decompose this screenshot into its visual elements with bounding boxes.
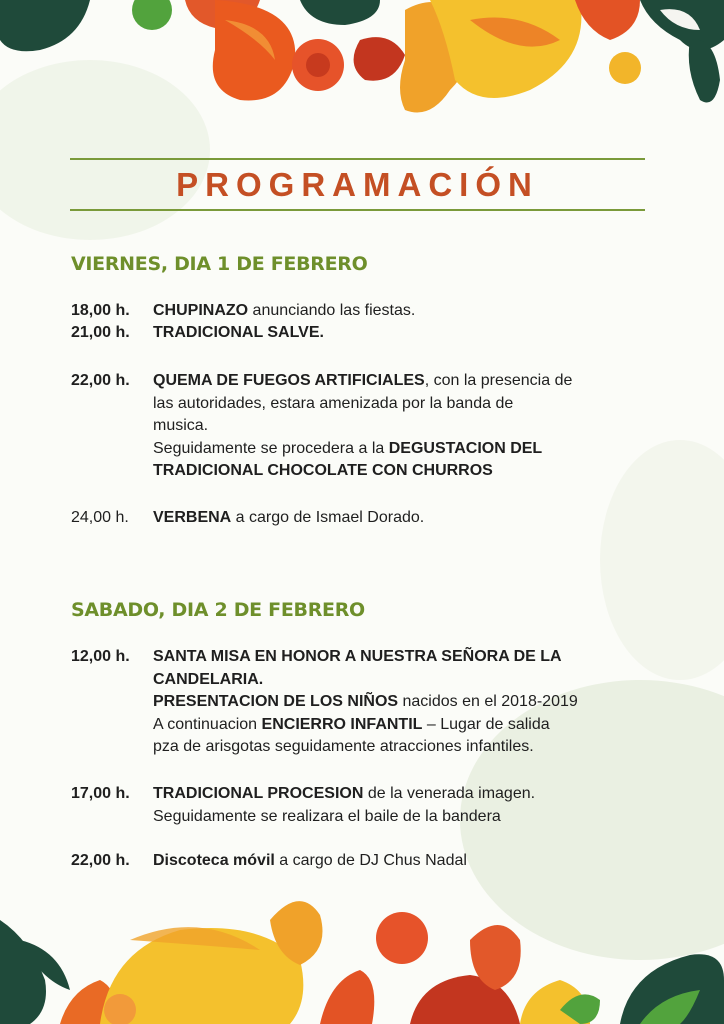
- event-description: SANTA MISA EN HONOR A NUESTRA SEÑORA DE LA CANDELARIA. PRESENTACION DE LOS NIÑOS nacidos en el 2018-2019 A continuacion ENCIERRO INFANTIL – Lugar de salida pza de arisgotas seguidamente atracciones infantiles.: [153, 648, 578, 755]
- event-description: Discoteca móvil a cargo de DJ Chus Nadal: [153, 852, 467, 869]
- event-time: 24,00 h.: [71, 509, 129, 526]
- event-time: 17,00 h.: [71, 785, 130, 802]
- event-description: VERBENA a cargo de Ismael Dorado.: [153, 509, 425, 526]
- event-time: 22,00 h.: [71, 372, 130, 389]
- event-description: CHUPINAZO anunciando las fiestas.: [153, 302, 416, 319]
- bottom-floral-decoration: [0, 880, 724, 1024]
- event-time: 22,00 h.: [71, 852, 130, 869]
- day-heading-friday: VIERNES, DIA 1 DE FEBRERO: [71, 253, 368, 275]
- title-rule-top: [70, 158, 645, 160]
- event-description: TRADICIONAL SALVE.: [153, 324, 324, 341]
- page-title: PROGRAMACIÓN: [176, 166, 539, 203]
- event-description: TRADICIONAL PROCESION de la venerada imagen. Seguidamente se realizara el baile de la bandera: [153, 785, 536, 825]
- event-time: 12,00 h.: [71, 648, 130, 665]
- top-floral-decoration: [0, 0, 724, 140]
- event-time: 21,00 h.: [71, 324, 130, 341]
- event-description: QUEMA DE FUEGOS ARTIFICIALES, con la presencia de las autoridades, estara amenizada por la banda de musica. Seguidamente se procedera a la DEGUSTACION DEL TRADICIONAL CHOCOLATE CON CHURROS: [153, 372, 573, 479]
- day-heading-saturday: SABADO, DIA 2 DE FEBRERO: [71, 599, 365, 621]
- title-rule-bottom: [70, 209, 645, 211]
- event-time: 18,00 h.: [71, 302, 130, 319]
